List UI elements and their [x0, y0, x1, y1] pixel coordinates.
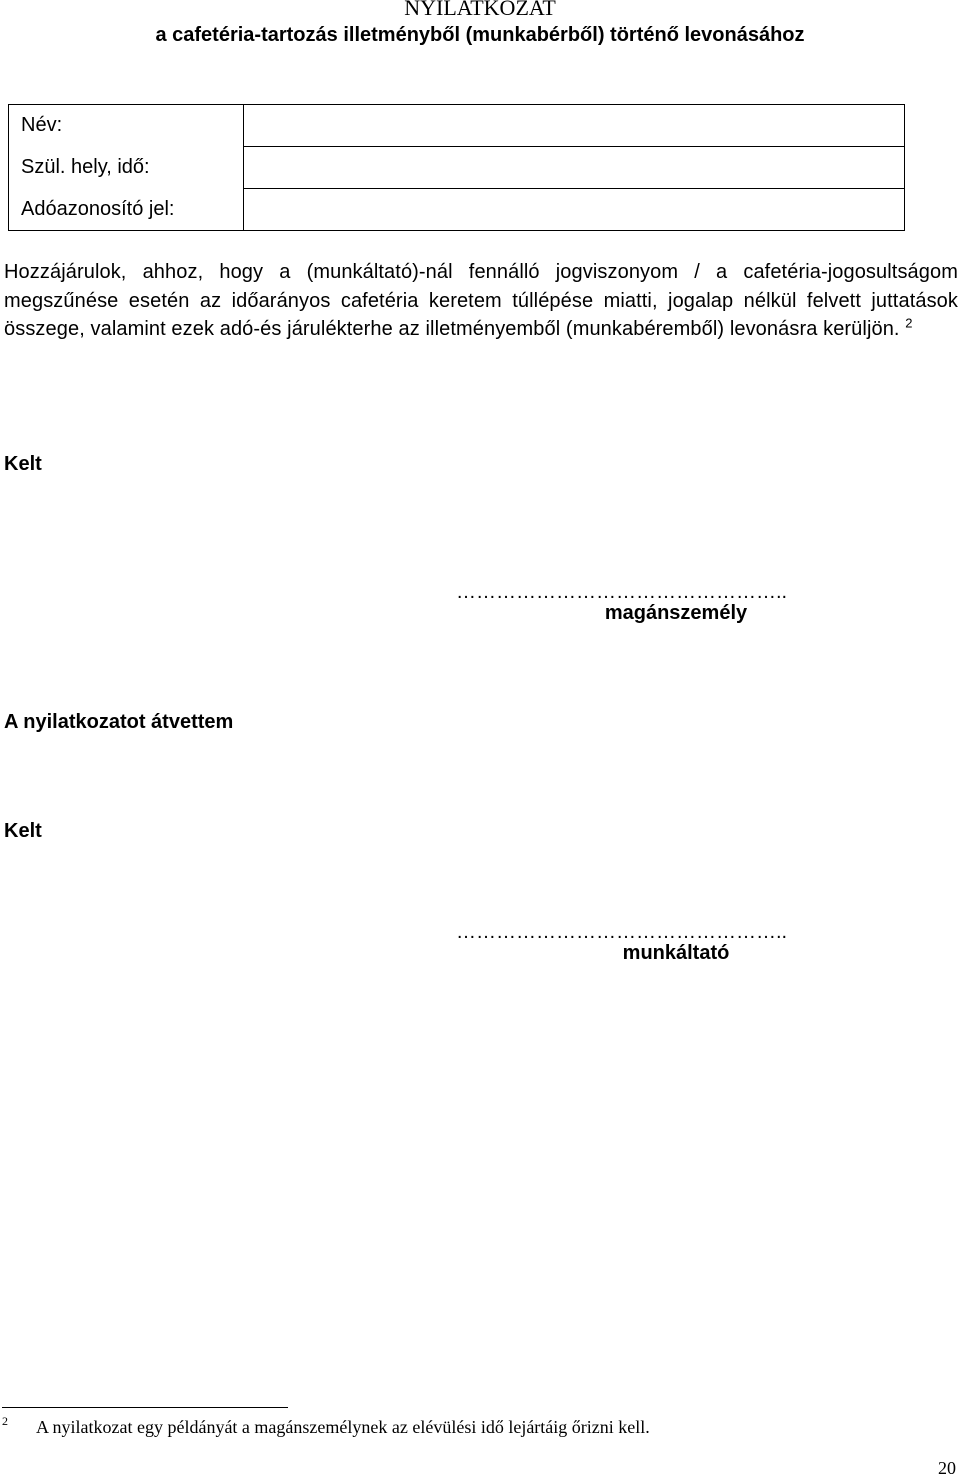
field-value-taxid[interactable]: [244, 189, 905, 231]
field-label-name: Név:: [9, 105, 244, 147]
declaration-text: Hozzájárulok, ahhoz, hogy a (munkáltató)-nál fennálló jogviszonyom / a cafetéria-jogosultságom megszűnése esetén az időarányos cafetéria keretem túllépése miatti, jogalap nélkül felvett juttatások összege, valamint ezek adó-és járulékterhe az illetményemből (munkabéremből) levonásra kerüljön.: [4, 261, 958, 340]
footnote-separator: [2, 1407, 288, 1408]
received-heading: A nyilatkozatot átvettem: [4, 711, 234, 733]
employee-signature-line: …………………………………………..: [456, 582, 788, 602]
field-row-name: [9, 105, 905, 147]
document-title: NYILATKOZAT: [404, 0, 556, 20]
field-label-taxid: Adóazonosító jel:: [9, 189, 244, 231]
employer-signature-line: …………………………………………..: [456, 922, 788, 942]
personal-data-table: [8, 104, 905, 231]
employer-signer-label: munkáltató: [622, 942, 730, 964]
employee-kelt-label: Kelt: [4, 453, 42, 475]
field-row-birth: [9, 147, 905, 189]
declaration-paragraph: [4, 258, 958, 344]
document-subtitle: a cafetéria-tartozás illetményből (munkabérből) történő levonásához: [155, 24, 805, 46]
footnote-reference[interactable]: 2: [905, 315, 913, 331]
employee-signer-label: magánszemély: [604, 602, 748, 624]
employer-kelt-label: Kelt: [4, 820, 42, 842]
footnote-marker: 2: [2, 1414, 8, 1428]
field-value-name[interactable]: [244, 105, 905, 147]
field-row-taxid: [9, 189, 905, 231]
footnote-text: A nyilatkozat egy példányát a magánszemélynek az elévülési idő lejártáig őrizni kell.: [36, 1417, 650, 1437]
field-value-birth[interactable]: [244, 147, 905, 189]
field-label-birth: Szül. hely, idő:: [9, 147, 244, 189]
page-number: 20: [938, 1458, 956, 1478]
